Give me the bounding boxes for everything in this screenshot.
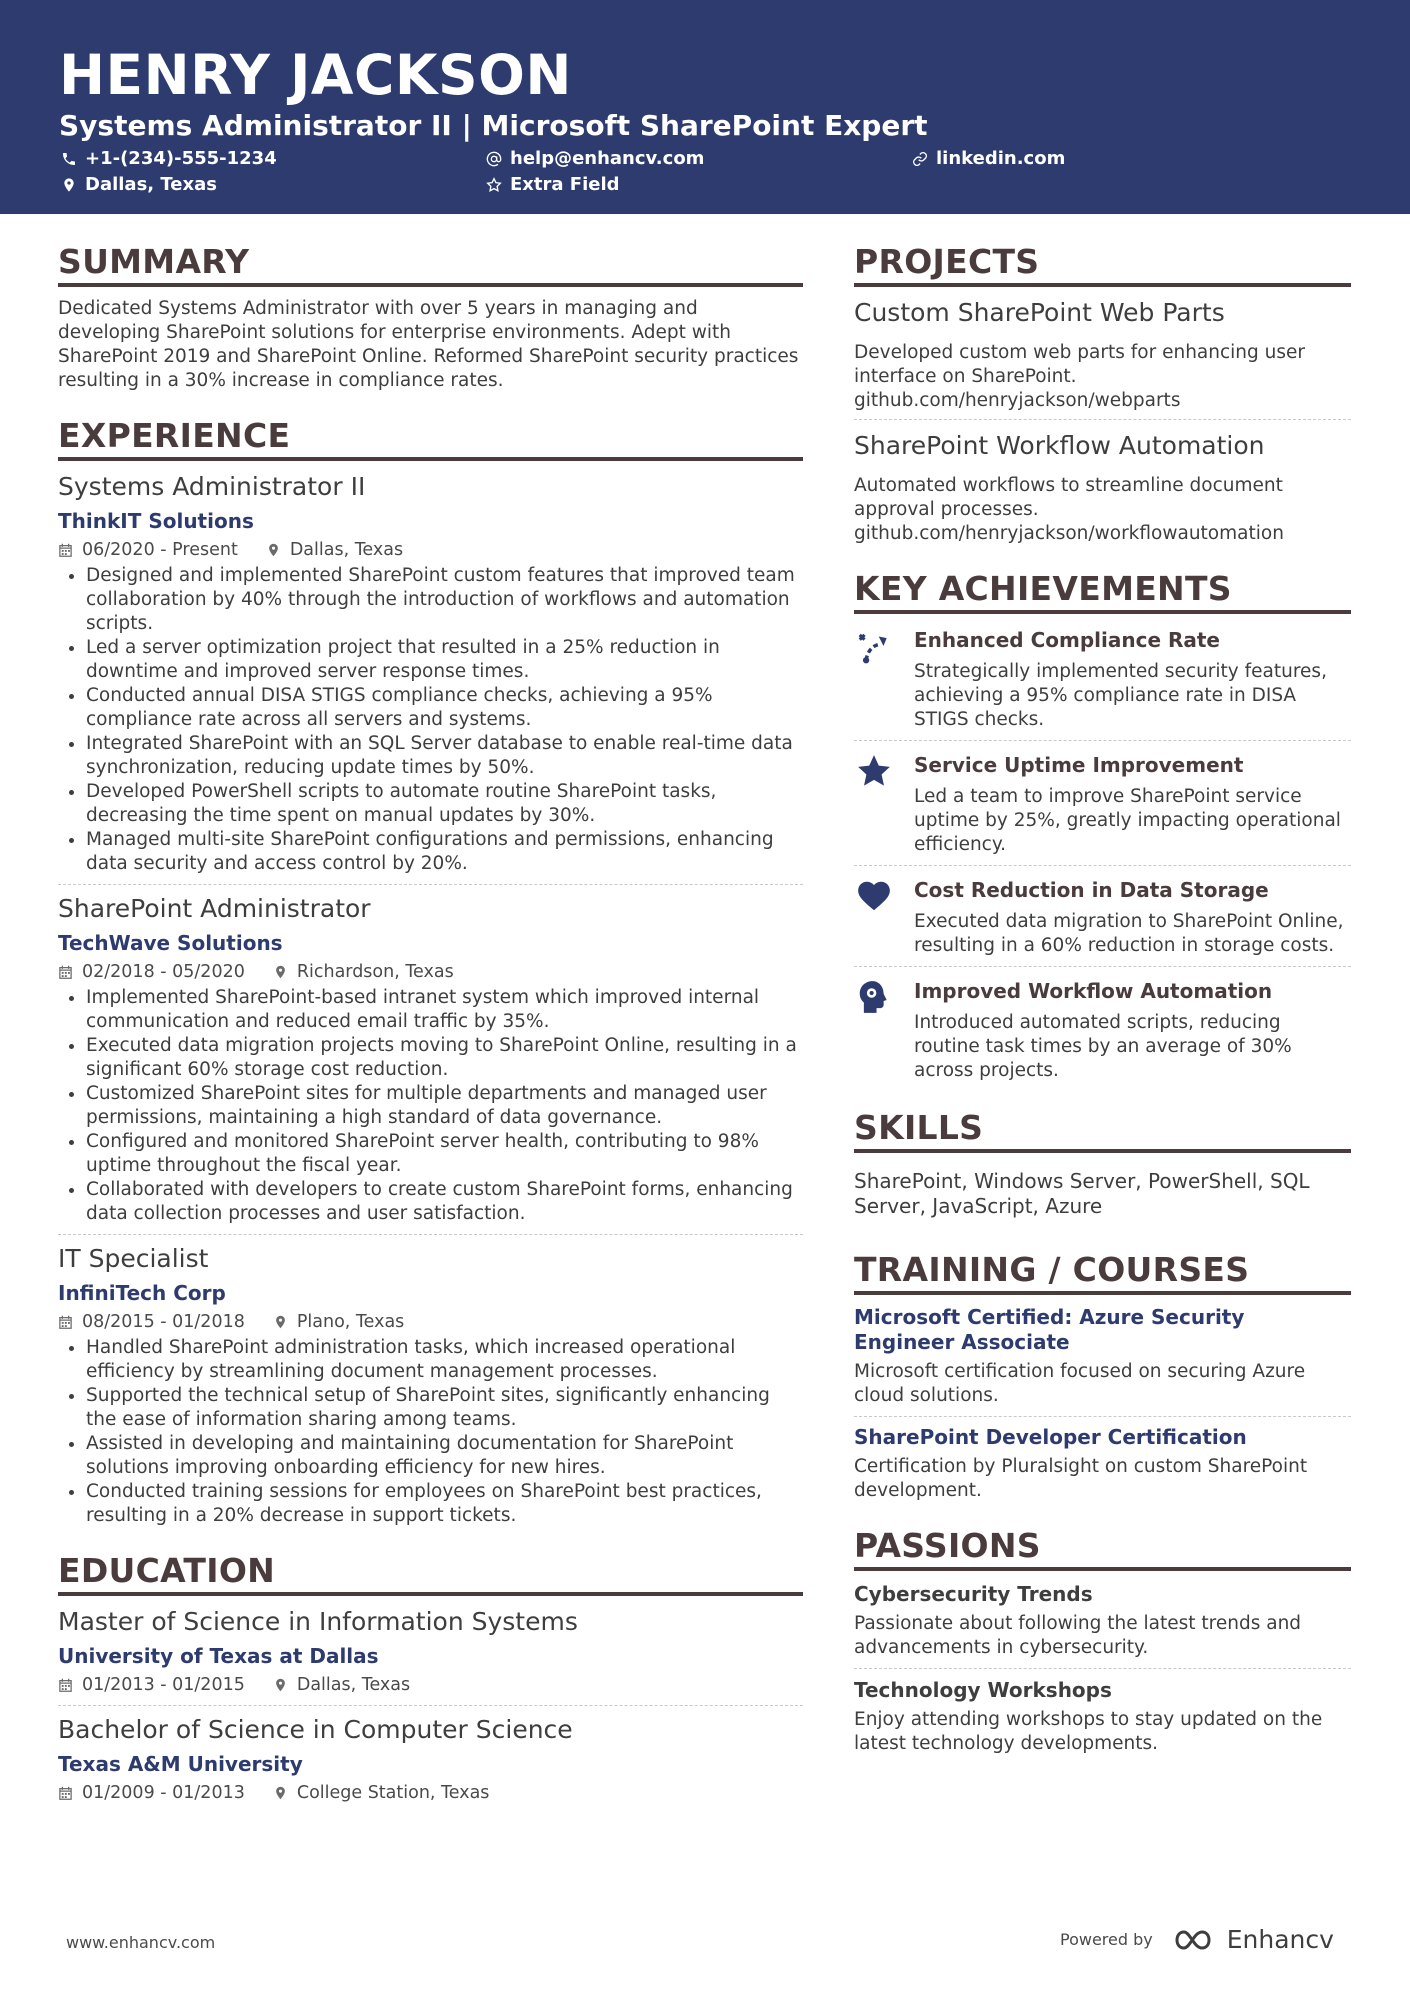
education-meta [58, 1673, 803, 1697]
summary-text: Dedicated Systems Administrator with over 5 years in managing and developing SharePoint solutions for enterprise environments. Adept with SharePoint 2019 and SharePoint Online. Reformed SharePoint security practices resulting in a 30% increase in compliance rates. [58, 297, 799, 391]
course-name: Microsoft Certified: Azure Security Engineer Associate [854, 1304, 1245, 1354]
location-pin-icon [61, 177, 77, 193]
achievement-title: Improved Workflow Automation [914, 978, 1273, 1003]
divider [854, 419, 1351, 420]
right-column [854, 243, 1351, 1756]
star-outline-icon [486, 177, 502, 193]
project-name: Custom SharePoint Web Parts [854, 297, 1225, 327]
degree: Bachelor of Science in Computer Science [58, 1714, 573, 1744]
experience-entry [58, 893, 803, 1226]
project-desc: Developed custom web parts for enhancing user interface on SharePoint. [854, 341, 1305, 387]
job-location: Dallas, Texas [289, 539, 404, 560]
star-icon [855, 752, 893, 790]
job-meta [58, 538, 803, 562]
at-icon [486, 151, 502, 167]
calendar-icon [58, 1677, 73, 1693]
bullet: • Conducted annual DISA STIGS compliance checks, achieving a 95% compliance rate across all servers and systems. [86, 684, 803, 732]
school: Texas A&M University [58, 1751, 303, 1776]
job-meta [58, 960, 803, 984]
left-column [58, 243, 803, 1807]
divider [854, 966, 1351, 967]
achievement-title: Service Uptime Improvement [914, 752, 1244, 777]
heart-icon [855, 877, 893, 915]
project-entry [854, 430, 1351, 546]
passion-entry [854, 1581, 1351, 1660]
projects-title: PROJECTS [854, 243, 1351, 287]
achievement-entry [854, 749, 1351, 857]
location-pin-icon [273, 964, 288, 980]
calendar-icon [58, 1314, 73, 1330]
divider [58, 1234, 803, 1235]
skills-title: SKILLS [854, 1109, 1351, 1153]
phone-icon [61, 151, 77, 167]
footer-website[interactable]: www.enhancv.com [66, 1933, 216, 1952]
enhancv-logo-icon [1173, 1927, 1219, 1953]
bullet: • Configured and monitored SharePoint server health, contributing to 98% uptime throughout the fiscal year. [86, 1130, 803, 1178]
calendar-icon [58, 1785, 73, 1801]
email-text: help@enhancv.com [510, 148, 705, 169]
job-bullets [58, 564, 803, 876]
bullet: • Integrated SharePoint with an SQL Server database to enable real-time data synchronization, reducing update times by 50%. [86, 732, 803, 780]
experience-title: EXPERIENCE [58, 417, 803, 461]
job-bullets [58, 1336, 803, 1528]
divider [58, 1705, 803, 1706]
divider [854, 740, 1351, 741]
head-brain-icon [855, 978, 893, 1016]
training-title: TRAINING / COURSES [854, 1251, 1351, 1295]
achievement-entry [854, 874, 1351, 958]
divider [58, 884, 803, 885]
job-role: IT Specialist [58, 1243, 209, 1273]
achievement-entry [854, 975, 1351, 1083]
project-link[interactable]: github.com/henryjackson/webparts [854, 389, 1181, 411]
divider [854, 865, 1351, 866]
divider [854, 1668, 1351, 1669]
calendar-icon [58, 542, 73, 558]
degree: Master of Science in Information Systems [58, 1606, 578, 1636]
location-pin-icon [273, 1785, 288, 1801]
brand-name: Enhancv [1226, 1925, 1334, 1954]
bullet: • Handled SharePoint administration tasks, which increased operational efficiency by streamlining document management processes. [86, 1336, 803, 1384]
education-meta [58, 1781, 803, 1805]
job-dates: 02/2018 - 05/2020 [82, 961, 245, 982]
education-dates: 01/2009 - 01/2013 [82, 1782, 245, 1803]
course-desc: Microsoft certification focused on securing Azure cloud solutions. [854, 1360, 1306, 1406]
school: University of Texas at Dallas [58, 1643, 379, 1668]
bullet: • Customized SharePoint sites for multiple departments and managed user permissions, maintaining a high standard of data governance. [86, 1082, 803, 1130]
achievements-title: KEY ACHIEVEMENTS [854, 570, 1351, 614]
location-pin-icon [273, 1314, 288, 1330]
location-text: Dallas, Texas [85, 174, 217, 195]
course-desc: Certification by Pluralsight on custom SharePoint development. [854, 1455, 1308, 1501]
job-location: Richardson, Texas [296, 961, 454, 982]
candidate-headline: Systems Administrator II | Microsoft SharePoint Expert [59, 109, 928, 142]
candidate-name: HENRY JACKSON [59, 43, 572, 107]
experience-entry [58, 1243, 803, 1528]
contact-linkedin[interactable] [912, 148, 1065, 169]
passions-title: PASSIONS [854, 1527, 1351, 1571]
achievement-title: Enhanced Compliance Rate [914, 627, 1220, 652]
course-entry [854, 1425, 1351, 1503]
passion-desc: Passionate about following the latest trends and advancements in cybersecurity. [854, 1612, 1302, 1658]
calendar-icon [58, 964, 73, 980]
bullet: • Collaborated with developers to create custom SharePoint forms, enhancing data collection processes and user satisfaction. [86, 1178, 803, 1226]
project-link[interactable]: github.com/henryjackson/workflowautomation [854, 522, 1284, 544]
footer-branding [1060, 1925, 1334, 1954]
summary-title: SUMMARY [58, 243, 803, 287]
contact-phone[interactable] [61, 148, 277, 169]
bullet: • Developed PowerShell scripts to automate routine SharePoint tasks, decreasing the time spent on manual updates by 30%. [86, 780, 803, 828]
brand-logo[interactable] [1173, 1925, 1334, 1954]
job-location: Plano, Texas [296, 1311, 405, 1332]
achievement-desc: Led a team to improve SharePoint service uptime by 25%, greatly impacting operational efficiency. [914, 785, 1341, 855]
bullet: • Executed data migration projects moving to SharePoint Online, resulting in a significant 60% storage cost reduction. [86, 1034, 803, 1082]
skills-text: SharePoint, Windows Server, PowerShell, SQL Server, JavaScript, Azure [854, 1168, 1310, 1218]
bullet: • Conducted training sessions for employees on SharePoint best practices, resulting in a 20% decrease in support tickets. [86, 1480, 803, 1528]
course-name: SharePoint Developer Certification [854, 1424, 1247, 1449]
education-location: College Station, Texas [296, 1782, 490, 1803]
phone-text: +1-(234)-555-1234 [85, 148, 277, 169]
header [0, 0, 1410, 214]
divider [854, 1416, 1351, 1417]
powered-by-text: Powered by [1060, 1930, 1153, 1949]
passion-name: Technology Workshops [854, 1677, 1112, 1702]
achievement-desc: Strategically implemented security features, achieving a 95% compliance rate in DISA STIGS checks. [914, 660, 1327, 730]
location-pin-icon [266, 542, 281, 558]
course-entry [854, 1305, 1351, 1408]
link-icon [912, 151, 928, 167]
passion-name: Cybersecurity Trends [854, 1581, 1093, 1606]
job-role: SharePoint Administrator [58, 893, 371, 923]
job-bullets [58, 986, 803, 1226]
passion-entry [854, 1677, 1351, 1756]
experience-entry [58, 471, 803, 876]
bullet: • Implemented SharePoint-based intranet system which improved internal communication and reduced email traffic by 35%. [86, 986, 803, 1034]
contact-extra [486, 174, 620, 195]
bullet: • Designed and implemented SharePoint custom features that improved team collaboration by 40% through the introduction of workflows and automation scripts. [86, 564, 803, 636]
education-location: Dallas, Texas [296, 1674, 411, 1695]
passion-desc: Enjoy attending workshops to stay updated on the latest technology developments. [854, 1708, 1323, 1754]
extra-text: Extra Field [510, 174, 620, 195]
education-entry [58, 1714, 803, 1805]
project-entry [854, 297, 1351, 413]
contact-location [61, 174, 217, 195]
project-name: SharePoint Workflow Automation [854, 430, 1265, 460]
achievement-title: Cost Reduction in Data Storage [914, 877, 1269, 902]
job-company: ThinkIT Solutions [58, 508, 254, 533]
achievement-desc: Introduced automated scripts, reducing routine task times by an average of 30% across projects. [914, 1011, 1292, 1081]
job-dates: 06/2020 - Present [82, 539, 238, 560]
achievement-entry [854, 624, 1351, 732]
job-company: TechWave Solutions [58, 930, 283, 955]
project-desc: Automated workflows to streamline document approval processes. [854, 474, 1283, 520]
bullet: • Led a server optimization project that resulted in a 25% reduction in downtime and improved server response times. [86, 636, 803, 684]
education-entry [58, 1606, 803, 1697]
bullet: • Supported the technical setup of SharePoint sites, significantly enhancing the ease of information sharing among teams. [86, 1384, 803, 1432]
achievement-desc: Executed data migration to SharePoint Online, resulting in a 60% reduction in storage costs. [914, 910, 1344, 956]
linkedin-text: linkedin.com [936, 148, 1066, 169]
bullet: • Managed multi-site SharePoint configurations and permissions, enhancing data security and access control by 20%. [86, 828, 803, 876]
contact-email[interactable] [486, 148, 704, 169]
job-dates: 08/2015 - 01/2018 [82, 1311, 245, 1332]
education-title: EDUCATION [58, 1552, 803, 1596]
job-company: InfiniTech Corp [58, 1280, 226, 1305]
location-pin-icon [273, 1677, 288, 1693]
bullet: • Assisted in developing and maintaining documentation for SharePoint solutions improving onboarding efficiency for new hires. [86, 1432, 803, 1480]
job-role: Systems Administrator II [58, 471, 366, 501]
job-meta [58, 1310, 803, 1334]
education-dates: 01/2013 - 01/2015 [82, 1674, 245, 1695]
route-icon [855, 627, 893, 665]
